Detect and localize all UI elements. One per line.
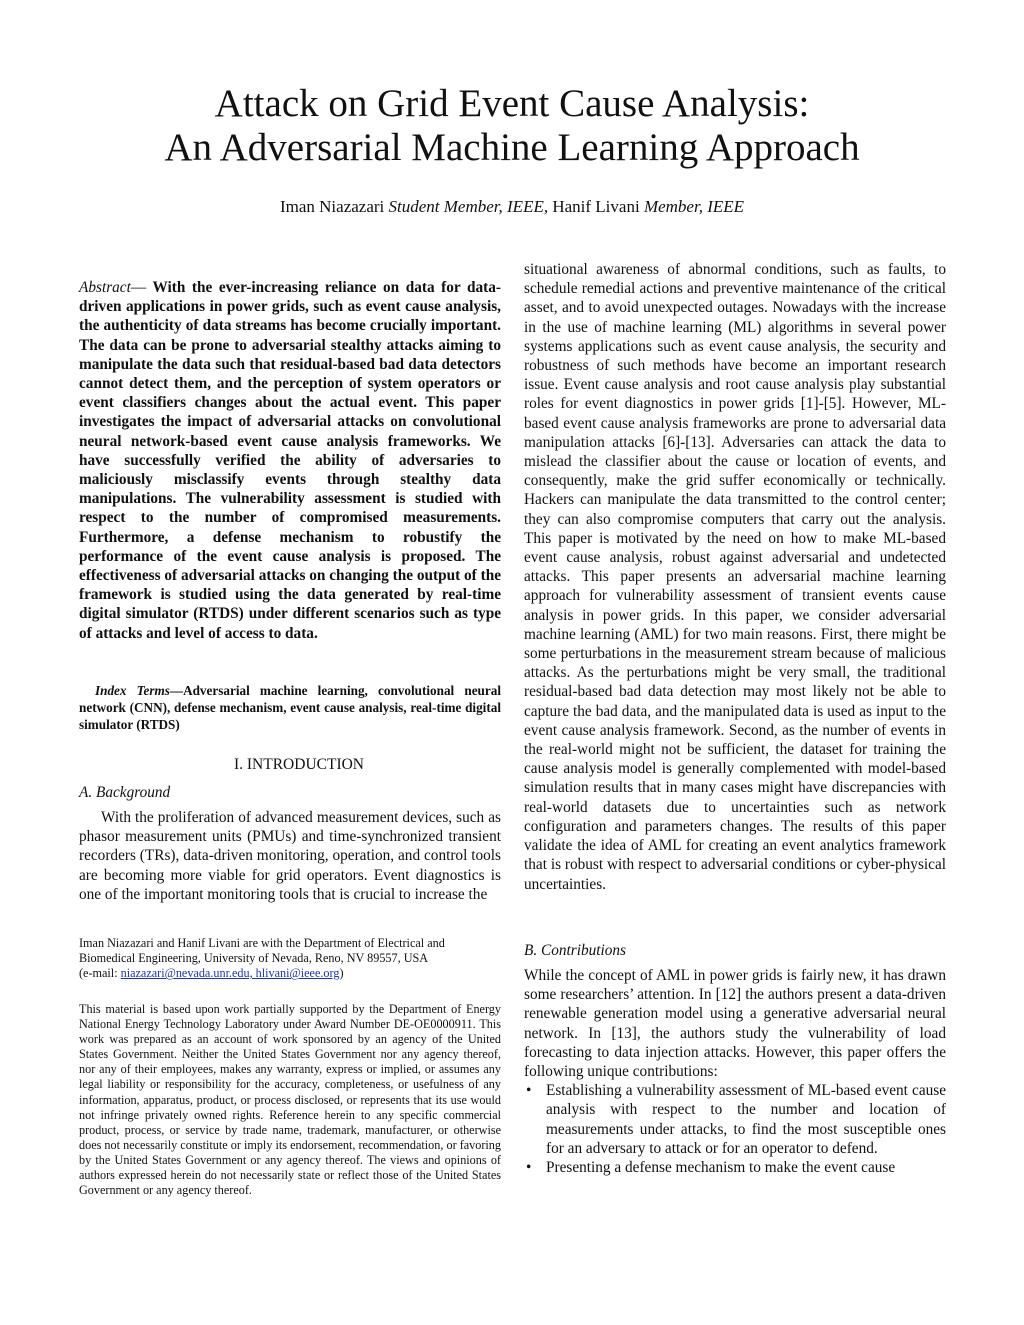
intro-paragraph: With the proliferation of advanced measurement devices, such as phasor measurement units (PMUs) and time-synchronized transient recorders (TRs), data-driven monitoring, operation, and control tools are becoming more viable for grid operators. Event diagnostics is one of the important monitoring tools that is crucial to increase the (79, 809, 501, 903)
contributions-paragraph: While the concept of AML in power grids is fairly new, it has drawn some researchers’ attention. In [12] the authors present a data-driven renewable generation model using a generative adversarial neural network. In [13], the authors study the vulnerability of load forecasting to data injection attacks. However, this paper offers the following unique contributions: (524, 967, 946, 1081)
author-1-role: Student Member, IEEE, (388, 197, 549, 216)
title-line-1: Attack on Grid Event Cause Analysis: (214, 82, 810, 125)
contribution-text: Presenting a defense mechanism to make the event cause (546, 1159, 896, 1177)
paper-title (0, 82, 1024, 170)
email-prefix: (e-mail: (79, 966, 121, 981)
subsection-heading-background: A. Background (79, 784, 171, 801)
author-line (0, 197, 1024, 217)
bullet-icon: • (526, 1082, 532, 1100)
footnote-funding: This material is based upon work partially supported by the Department of Energy National Energy Technology Laboratory under Award Number DE-OE0000911. This work was prepared as an account of work sponsored by an agency of the United States Government. Neither the United States Government nor any agency thereof, nor any of their employees, makes any warranty, express or implied, or assumes any legal liability or responsibility for the accuracy, completeness, or usefulness of any information, apparatus, product, or process disclosed, or represents that its use would not infringe privately owned rights. Reference herein to any specific commercial product, process, or service by trade name, trademark, manufacturer, or otherwise does not necessarily constitute or imply its endorsement, recommendation, or favoring by the United States Government or any agency thereof. The views and opinions of authors expressed herein do not necessarily state or reflect those of the United States Government or any agency thereof. (79, 1002, 501, 1198)
intro-continuation: situational awareness of abnormal conditions, such as faults, to schedule remedial actions and preventive maintenance of the critical asset, and to avoid unexpected outages. Nowadays with the increase in the use of machine learning (ML) algorithms in several power systems applications such as event cause analysis, the security and robustness of such methods have become an important research issue. Event cause analysis and root cause analysis play substantial roles for event diagnostics in power grids [1]-[5]. However, ML-based event cause analysis frameworks are prone to adversarial data manipulation attacks [6]-[13]. Adversaries can attack the data to mislead the classifier about the cause or location of events, and consequently, make the grid suffer economically or technically. Hackers can manipulate the data transmitted to the control center; they can also compromise computers that carry out the analysis. This paper is motivated by the need on how to make ML-based event cause analysis, robust against adversarial and undetected attacks. This paper presents an adversarial machine learning approach for vulnerability assessment of transient events cause analysis in power grids. In this paper, we consider adversarial machine learning (AML) for two main reasons. First, there might be some perturbations in the measurement stream because of malicious attacks. As the perturbations might be very small, the traditional residual-based bad data detection may most likely not be able to capture the bad data, and the manipulated data is used as input to the event cause analysis framework. Second, as the number of events in the real-world might not be sufficient, the dataset for training the cause analysis model is generally complemented with model-based simulation results that in many cases might have discrepancies with real-world datasets due to uncertainties such as network configuration and parameters changes. The results of this paper validate the idea of AML for creating an event analytics framework that is robust with respect to adversarial conditions or cyber-physical uncertainties. (524, 261, 946, 893)
affiliation-text: Iman Niazazari and Hanif Livani are with the Department of Electrical and Biomedical Engineering, University of Nevada, Reno, NV 89557, USA (79, 936, 445, 966)
contribution-item (524, 1158, 946, 1177)
email-link[interactable]: niazazari@nevada.unr.edu, hlivani@ieee.org (120, 966, 340, 981)
abstract-label: Abstract (79, 279, 131, 296)
contribution-text: Establishing a vulnerability assessment of ML-based event cause analysis with respect to the number and location of measurements under attacks, to find the most susceptible ones for an adversary to attack or for an operator to defend. (546, 1082, 946, 1157)
contribution-item (524, 1081, 946, 1158)
index-terms (79, 683, 501, 733)
title-line-2: An Adversarial Machine Learning Approach (164, 126, 860, 169)
footnote-affiliation (79, 936, 501, 981)
author-2-role: Member, IEEE (643, 197, 745, 216)
email-suffix: ) (339, 966, 344, 981)
contributions-list (524, 1081, 946, 1177)
email-line (79, 966, 501, 981)
subsection-heading-contributions: B. Contributions (524, 942, 626, 959)
abstract (79, 278, 501, 643)
bullet-icon: • (526, 1159, 532, 1177)
index-terms-text: —Adversarial machine learning, convolutional neural network (CNN), defense mechanism, event cause analysis, real-time digital simulator (RTDS) (79, 683, 501, 732)
contributions-section (524, 966, 946, 1177)
index-terms-label: Index Terms (95, 683, 170, 698)
abstract-text: With the ever-increasing reliance on data for data-driven applications in power grids, such as event cause analysis, the authenticity of data streams has become crucially important. The data can be prone to adversarial stealthy attacks aiming to manipulate the data such that residual-based bad data detectors cannot detect them, and the perception of system operators or event classifiers changes about the actual event. This paper investigates the impact of adversarial attacks on convolutional neural network-based event cause analysis frameworks. We have successfully verified the ability of adversaries to maliciously misclassify events through stealthy data manipulations. The vulnerability assessment is studied with respect to the number of compromised measurements. Furthermore, a defense mechanism to robustify the performance of the event cause analysis is proposed. The effectiveness of adversarial attacks on changing the output of the framework is studied using the data generated by real-time digital simulator (RTDS) under different scenarios such as type of attacks and level of access to data. (79, 279, 501, 642)
author-1-name: Iman Niazazari (279, 197, 385, 216)
section-heading-introduction: I. INTRODUCTION (233, 756, 364, 773)
abstract-dash: — (130, 279, 147, 296)
author-2-name: Hanif Livani (552, 197, 640, 216)
